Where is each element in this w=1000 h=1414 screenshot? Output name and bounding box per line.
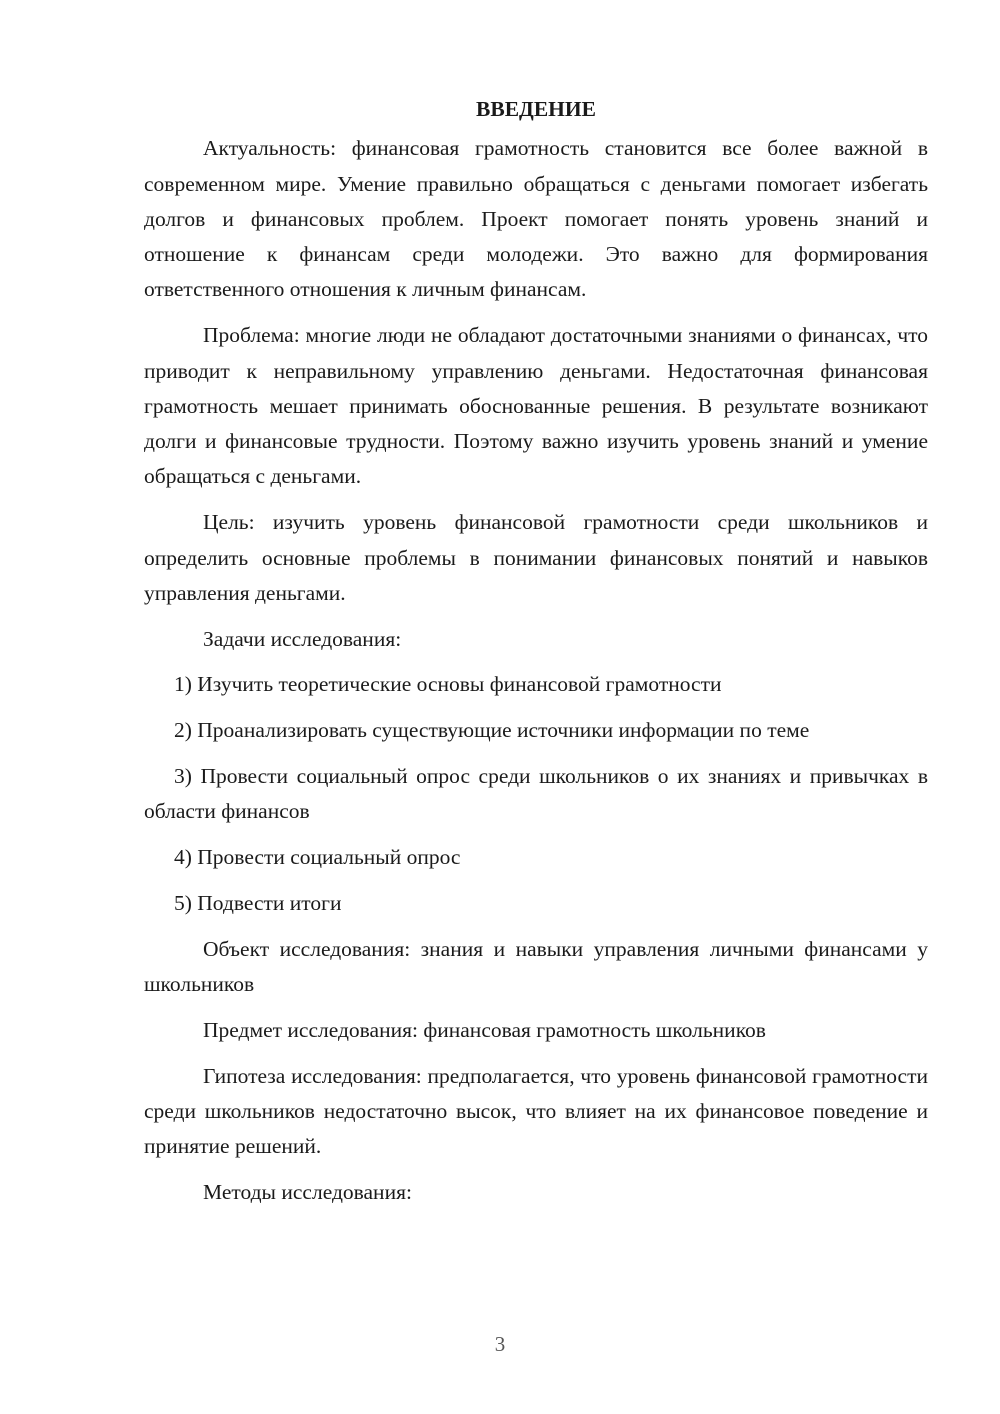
task-item: 2) Проанализировать существующие источники информации по теме [174, 718, 810, 743]
task-item: 4) Провести социальный опрос [174, 845, 461, 870]
methods-title: Методы исследования: [203, 1180, 412, 1205]
subject-paragraph: Предмет исследования: финансовая грамотность школьников [203, 1017, 766, 1042]
document-page [144, 92, 928, 1221]
page-number: 3 [494, 1332, 506, 1356]
object-paragraph: Объект исследования: знания и навыки управления личными финансами у школьников [144, 936, 928, 997]
task-item: 1) Изучить теоретические основы финансовой грамотности [174, 672, 722, 697]
problem-paragraph: Проблема: многие люди не обладают достаточными знаниями о финансах, что приводит к неправильному управлению деньгами. Недостаточная финансовая грамотность мешает принимать обоснованные решения. В результате возникают долги и финансовые трудности. Поэтому важно изучить уровень знаний и умение обращаться с деньгами. [144, 323, 928, 489]
task-item: 5) Подвести итоги [174, 890, 342, 915]
goal-paragraph: Цель: изучить уровень финансовой грамотности среди школьников и определить основные проблемы в понимании финансовых понятий и навыков управления деньгами. [144, 510, 928, 605]
relevance-paragraph: Актуальность: финансовая грамотность становится все более важной в современном мире. Умение правильно обращаться с деньгами помогает избегать долгов и финансовых проблем. Проект помогает понять уровень знаний и отношение к финансам среди молодежи. Это важно для формирования ответственного отношения к личным финансам. [144, 136, 928, 302]
tasks-title: Задачи исследования: [203, 626, 402, 651]
section-heading: ВВЕДЕНИЕ [476, 97, 596, 121]
hypothesis-paragraph: Гипотеза исследования: предполагается, что уровень финансовой грамотности среди школьников недостаточно высок, что влияет на их финансовое поведение и принятие решений. [144, 1063, 928, 1159]
task-item: 3) Провести социальный опрос среди школьников о их знаниях и привычках в области финансов [144, 764, 928, 824]
